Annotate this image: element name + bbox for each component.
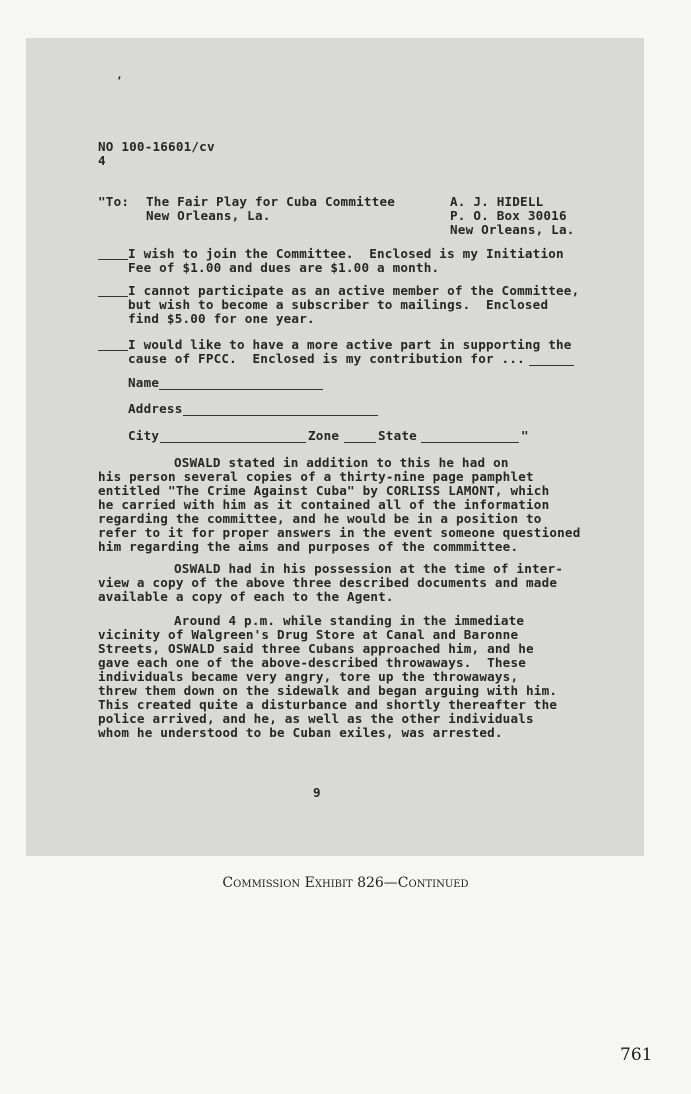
para-1-line-5: regarding the committee, and he would be in a position to [98, 511, 542, 526]
option-1-line-2: Fee of $1.00 and dues are $1.00 a month. [128, 260, 440, 275]
address-blank [183, 415, 378, 416]
para-1-line-7: him regarding the aims and purposes of the commmittee. [98, 539, 519, 554]
option-2-line-3: find $5.00 for one year. [128, 311, 315, 326]
city-blank [160, 442, 306, 443]
para-3-line-1: Around 4 p.m. while standing in the immediate [174, 613, 525, 628]
address-label: Address [128, 401, 183, 416]
para-2-line-2: view a copy of the above three described documents and made [98, 575, 558, 590]
file-page: 4 [98, 153, 106, 168]
para-1-line-3: entitled "The Crime Against Cuba" by CORLISS LAMONT, which [98, 483, 550, 498]
state-blank [421, 442, 519, 443]
option-3-line-1: I would like to have a more active part in supporting the [128, 337, 572, 352]
para-2-line-1: OSWALD had in his possession at the time of inter- [174, 561, 564, 576]
para-1-line-1: OSWALD stated in addition to this he had on [174, 455, 509, 470]
option-1-line-1: I wish to join the Committee. Enclosed is my Initiation [128, 246, 564, 261]
option-2-blank [98, 296, 128, 297]
city-label: City [128, 428, 160, 443]
para-3-line-8: police arrived, and he, as well as the other individuals [98, 711, 534, 726]
addressee-line-2: New Orleans, La. [146, 208, 271, 223]
sender-line-3: New Orleans, La. [450, 222, 575, 237]
para-2-line-3: available a copy of each to the Agent. [98, 589, 394, 604]
doc-page-number: 9 [313, 785, 321, 800]
para-3-line-4: gave each one of the above-described throwaways. These [98, 655, 527, 670]
document-photo [26, 38, 644, 856]
state-label: State [378, 428, 417, 443]
option-3-blank [98, 350, 128, 351]
sender-line-1: A. J. HIDELL [450, 194, 544, 209]
name-blank [159, 389, 323, 390]
book-page-number: 761 [620, 1045, 653, 1065]
option-2-line-1: I cannot participate as an active member of the Committee, [128, 283, 580, 298]
file-number: NO 100-16601/cv [98, 139, 215, 154]
addressee-line-1: The Fair Play for Cuba Committee [146, 194, 396, 209]
para-1-line-2: his person several copies of a thirty-nine page pamphlet [98, 469, 534, 484]
exhibit-caption: Commission Exhibit 826—Continued [222, 875, 469, 891]
zone-label: Zone [308, 428, 340, 443]
para-3-line-7: This created quite a disturbance and shortly thereafter the [98, 697, 558, 712]
name-label: Name [128, 375, 160, 390]
option-3-line-2: cause of FPCC. Enclosed is my contribution for ... [128, 351, 525, 366]
para-3-line-6: threw them down on the sidewalk and began arguing with him. [98, 683, 558, 698]
stray-mark: ‘ [116, 74, 123, 87]
to-label: "To: [98, 194, 130, 209]
para-3-line-9: whom he understood to be Cuban exiles, was arrested. [98, 725, 503, 740]
para-3-line-5: individuals became very angry, tore up the throwaways, [98, 669, 519, 684]
contribution-blank [529, 365, 574, 366]
para-1-line-4: he carried with him as it contained all of the information [98, 497, 550, 512]
sender-line-2: P. O. Box 30016 [450, 208, 567, 223]
para-1-line-6: refer to it for proper answers in the event someone questioned [98, 525, 581, 540]
para-3-line-2: vicinity of Walgreen's Drug Store at Canal and Baronne [98, 627, 519, 642]
option-1-blank [98, 259, 128, 260]
form-close-quote: " [521, 428, 529, 443]
zone-blank [344, 442, 376, 443]
fbi-report-page [26, 38, 644, 856]
para-3-line-3: Streets, OSWALD said three Cubans approached him, and he [98, 641, 534, 656]
option-2-line-2: but wish to become a subscriber to mailings. Enclosed [128, 297, 549, 312]
